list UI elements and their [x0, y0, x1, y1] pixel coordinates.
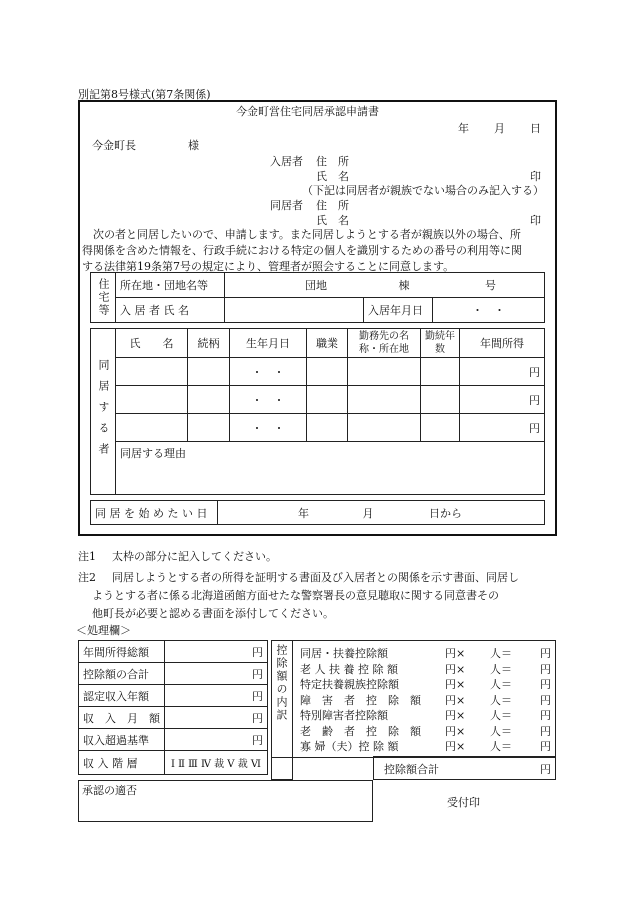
cohabitant-years-field[interactable] — [421, 358, 460, 386]
processing-value[interactable]: 円 — [165, 641, 268, 663]
cohabitant-relation-field[interactable] — [188, 414, 230, 442]
note-number: 注1 — [78, 550, 96, 563]
location-cell[interactable] — [225, 273, 545, 298]
table-row — [79, 641, 268, 663]
body-text-line: 得関係を含めた情報を、行政手続における特定の個人を識別するための番号の利用等に関 — [82, 244, 522, 257]
cohabitant-name-field[interactable] — [116, 358, 188, 386]
table-row — [91, 386, 545, 414]
start-day: 日から — [429, 506, 462, 520]
deduction-total-unit: 円 — [540, 763, 551, 776]
applicant-name-label: 氏 名 — [316, 170, 349, 183]
processing-value[interactable]: 円 — [165, 707, 268, 729]
applicant-address-label: 住 所 — [316, 155, 349, 168]
cohabitant-years-field[interactable] — [421, 386, 460, 414]
deduction-yen: 円 — [540, 647, 551, 660]
deduction-label: 特別障害者控除額 — [300, 709, 388, 722]
cohabitant-workplace-field[interactable] — [348, 386, 421, 414]
header-income: 年間所得 — [460, 329, 545, 358]
deduction-label: 寡 婦（夫）控 除 額 — [300, 740, 399, 753]
deduction-yen-x: 円× — [445, 724, 466, 738]
processing-left-table — [78, 640, 268, 775]
note-text: ようとする者に係る北海道函館方面せたな警察署長の意見聴取に関する同意書その — [92, 589, 499, 602]
deduction-yen: 円 — [540, 724, 551, 738]
applicant-seal: 印 — [530, 170, 541, 183]
deduction-label: 老 齢 者 控 除 額 — [300, 724, 421, 738]
cohabitant-name-label: 氏 名 — [316, 214, 349, 227]
reason-label: 同居する理由 — [120, 447, 186, 460]
table-row — [79, 663, 268, 685]
processing-label: 控除額の合計 — [79, 663, 165, 685]
body-text-line: 次の者と同居したいので、申請します。また同居しようとする者が親族以外の場合、所 — [82, 228, 521, 241]
deduction-people-eq: 人＝ — [490, 678, 512, 691]
deduction-yen: 円 — [540, 662, 551, 676]
table-row — [91, 358, 545, 386]
approval-label: 承認の適否 — [82, 784, 137, 797]
addressee-honorific: 様 — [188, 139, 199, 152]
deduction-yen: 円 — [540, 709, 551, 722]
start-date-label: 同 居 を 始 め た い 日 — [91, 501, 218, 525]
table-row — [79, 729, 268, 751]
cohabitant-workplace-field[interactable] — [348, 414, 421, 442]
building-label: 棟 — [398, 279, 410, 292]
processing-value[interactable]: 円 — [165, 729, 268, 751]
unit-label: 号 — [485, 279, 496, 292]
cohabitant-seal: 印 — [530, 214, 541, 227]
header-birthdate: 生年月日 — [230, 329, 307, 358]
cohabitant-income-field[interactable]: 円 — [460, 414, 545, 442]
cohabitant-income-field[interactable]: 円 — [460, 358, 545, 386]
header-relation: 続柄 — [188, 329, 230, 358]
cohabitants-side-label: 同居する者 — [91, 329, 116, 495]
cohabitants-table — [90, 328, 545, 495]
note-text: 同居しようとする者の所得を証明する書面及び入居者との関係を示す書面、同居し — [112, 571, 519, 584]
body-text-line: する法律第19条第7号の規定により、管理者が照会することに同意します。 — [82, 260, 455, 273]
addressee-name: 今金町長 — [92, 139, 136, 152]
cohabitant-address-label: 住 所 — [316, 199, 349, 212]
resident-name-field[interactable] — [225, 298, 364, 323]
processing-value[interactable]: 円 — [165, 663, 268, 685]
processing-value[interactable]: 円 — [165, 685, 268, 707]
reason-field[interactable] — [116, 442, 545, 495]
deduction-yen-x: 円× — [445, 662, 466, 676]
processing-title: ＜処理欄＞ — [76, 624, 131, 637]
note-number: 注2 — [78, 571, 96, 584]
processing-label: 収 入 月 額 — [79, 707, 165, 729]
cohabitant-occupation-field[interactable] — [307, 358, 348, 386]
deduction-people-eq: 人＝ — [490, 662, 512, 676]
header-workplace: 勤務先の名称・所在地 — [348, 329, 421, 358]
cohabitant-relation-field[interactable] — [188, 386, 230, 414]
deduction-people-eq: 人＝ — [490, 724, 512, 738]
deduction-yen-x: 円× — [445, 740, 466, 753]
start-month: 月 — [362, 506, 374, 520]
cohabitant-name-field[interactable] — [116, 414, 188, 442]
deduction-label: 老 人 扶 養 控 除 額 — [300, 662, 398, 676]
move-in-field[interactable]: ・ ・ — [433, 298, 545, 323]
cohabitant-workplace-field[interactable] — [348, 358, 421, 386]
deduction-label: 特定扶養親族控除額 — [300, 678, 399, 691]
applicant-note: （下記は同居者が親族でない場合のみ記入する） — [302, 184, 544, 197]
move-in-label: 入居年月日 — [364, 298, 433, 323]
applicant-role: 入居者 — [270, 155, 303, 168]
processing-label: 認定収入年額 — [79, 685, 165, 707]
header-years: 勤続年数 — [421, 329, 460, 358]
start-year: 年 — [298, 506, 309, 520]
cohabitant-birth-field[interactable]: ・ ・ — [230, 358, 307, 386]
deduction-yen: 円 — [540, 693, 551, 707]
location-label: 所在地・団地名等 — [116, 273, 225, 298]
header-occupation: 職業 — [307, 329, 348, 358]
start-date-field[interactable] — [218, 501, 545, 525]
deduction-people-eq: 人＝ — [490, 647, 512, 660]
date-month: 月 — [494, 122, 505, 135]
housing-side-label: 住宅等 — [91, 273, 116, 323]
income-level-label: 収 入 階 層 — [79, 751, 165, 775]
deduction-yen: 円 — [540, 740, 551, 753]
deduction-label: 同居・扶養控除額 — [300, 647, 388, 660]
deduction-yen-x: 円× — [445, 647, 466, 660]
deduction-people-eq: 人＝ — [490, 693, 512, 707]
page-title: 今金町営住宅同居承認申請書 — [236, 105, 379, 118]
table-row — [91, 414, 545, 442]
cohabitant-years-field[interactable] — [421, 414, 460, 442]
cohabitant-role: 同居者 — [270, 199, 303, 212]
cohabitant-income-field[interactable]: 円 — [460, 386, 545, 414]
date-year: 年 — [458, 122, 469, 135]
table-row — [79, 751, 268, 775]
cohabitant-occupation-field[interactable] — [307, 414, 348, 442]
table-row — [79, 707, 268, 729]
form-number: 別記第8号様式(第7条関係) — [78, 88, 211, 101]
processing-label: 収入超過基準 — [79, 729, 165, 751]
deduction-side-label: 控除額の内訳 — [275, 644, 288, 722]
start-date-table — [90, 500, 545, 525]
deduction-yen-x: 円× — [445, 709, 466, 722]
receipt-label: 受付印 — [447, 796, 480, 809]
cohabitant-birth-field[interactable]: ・ ・ — [230, 414, 307, 442]
deduction-yen-x: 円× — [445, 678, 466, 691]
header-name: 氏 名 — [116, 329, 188, 358]
danchi-label: 団地 — [305, 279, 327, 292]
note-text: 他町長が必要と認める書面を添付してください。 — [92, 607, 334, 620]
deduction-total-label: 控除額合計 — [384, 763, 439, 776]
deduction-people-eq: 人＝ — [490, 740, 512, 753]
deduction-yen: 円 — [540, 678, 551, 691]
processing-label: 年間所得総額 — [79, 641, 165, 663]
cohabitant-birth-field[interactable]: ・ ・ — [230, 386, 307, 414]
cohabitant-name-field[interactable] — [116, 386, 188, 414]
note-text: 太枠の部分に記入してください。 — [112, 550, 277, 563]
cohabitant-relation-field[interactable] — [188, 358, 230, 386]
deduction-people-eq: 人＝ — [490, 709, 512, 722]
resident-name-label: 入 居 者 氏 名 — [116, 298, 225, 323]
deduction-label: 障 害 者 控 除 額 — [300, 693, 421, 707]
date-day: 日 — [530, 122, 541, 135]
table-row — [79, 685, 268, 707]
housing-table — [90, 272, 545, 323]
cohabitant-occupation-field[interactable] — [307, 386, 348, 414]
income-level-value[interactable]: Ⅰ Ⅱ Ⅲ Ⅳ 裁 Ⅴ 裁 Ⅵ — [165, 751, 268, 775]
deduction-yen-x: 円× — [445, 693, 466, 707]
